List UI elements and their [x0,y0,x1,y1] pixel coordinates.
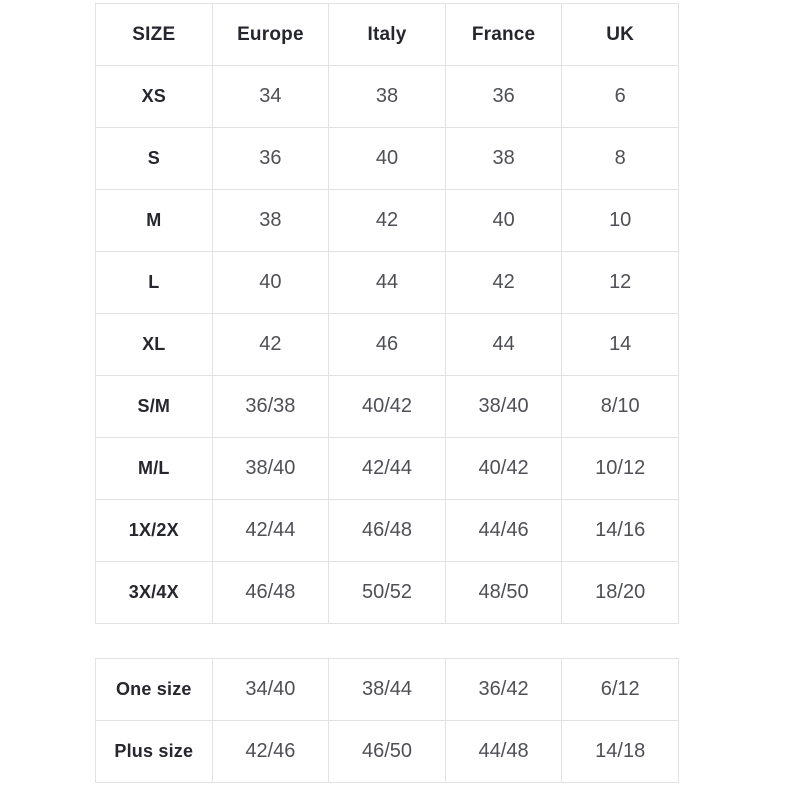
table-header-row [96,4,679,66]
cell-italy: 40 [329,128,446,190]
size-conversion-table [95,3,679,624]
cell-france: 36/42 [445,659,562,721]
cell-italy: 42/44 [329,438,446,500]
cell-europe: 34/40 [212,659,329,721]
cell-europe: 40 [212,252,329,314]
cell-italy: 42 [329,190,446,252]
cell-uk: 8 [562,128,679,190]
table-row [96,128,679,190]
table-row [96,66,679,128]
cell-italy: 46/50 [329,721,446,783]
table-row [96,190,679,252]
cell-italy: 46/48 [329,500,446,562]
table-row [96,314,679,376]
cell-uk: 8/10 [562,376,679,438]
table-row [96,562,679,624]
cell-italy: 50/52 [329,562,446,624]
cell-uk: 10 [562,190,679,252]
row-label-ml: M/L [96,438,213,500]
cell-italy: 44 [329,252,446,314]
table-row [96,252,679,314]
cell-europe: 38/40 [212,438,329,500]
cell-france: 40/42 [445,438,562,500]
cell-france: 44/48 [445,721,562,783]
cell-uk: 14/18 [562,721,679,783]
cell-italy: 38 [329,66,446,128]
cell-france: 38 [445,128,562,190]
row-label-3x4x: 3X/4X [96,562,213,624]
cell-europe: 42/44 [212,500,329,562]
cell-france: 44/46 [445,500,562,562]
row-label-sm: S/M [96,376,213,438]
row-label-plus-size: Plus size [96,721,213,783]
cell-europe: 42/46 [212,721,329,783]
cell-france: 44 [445,314,562,376]
cell-france: 36 [445,66,562,128]
cell-uk: 10/12 [562,438,679,500]
column-header-uk: UK [562,4,679,66]
column-header-italy: Italy [329,4,446,66]
table-row [96,659,679,721]
cell-italy: 38/44 [329,659,446,721]
cell-uk: 18/20 [562,562,679,624]
table-row [96,721,679,783]
cell-europe: 36 [212,128,329,190]
table-row [96,438,679,500]
cell-europe: 34 [212,66,329,128]
cell-uk: 6/12 [562,659,679,721]
row-label-s: S [96,128,213,190]
special-size-table [95,658,679,783]
row-label-xs: XS [96,66,213,128]
column-header-size: SIZE [96,4,213,66]
table-row [96,376,679,438]
table-row [96,500,679,562]
cell-uk: 12 [562,252,679,314]
cell-europe: 36/38 [212,376,329,438]
cell-europe: 38 [212,190,329,252]
cell-france: 48/50 [445,562,562,624]
column-header-europe: Europe [212,4,329,66]
row-label-m: M [96,190,213,252]
cell-europe: 42 [212,314,329,376]
cell-france: 38/40 [445,376,562,438]
cell-uk: 14/16 [562,500,679,562]
cell-france: 42 [445,252,562,314]
row-label-1x2x: 1X/2X [96,500,213,562]
column-header-france: France [445,4,562,66]
row-label-xl: XL [96,314,213,376]
cell-italy: 40/42 [329,376,446,438]
cell-uk: 14 [562,314,679,376]
cell-italy: 46 [329,314,446,376]
cell-europe: 46/48 [212,562,329,624]
cell-france: 40 [445,190,562,252]
cell-uk: 6 [562,66,679,128]
row-label-l: L [96,252,213,314]
table-spacer [95,624,800,658]
row-label-one-size: One size [96,659,213,721]
